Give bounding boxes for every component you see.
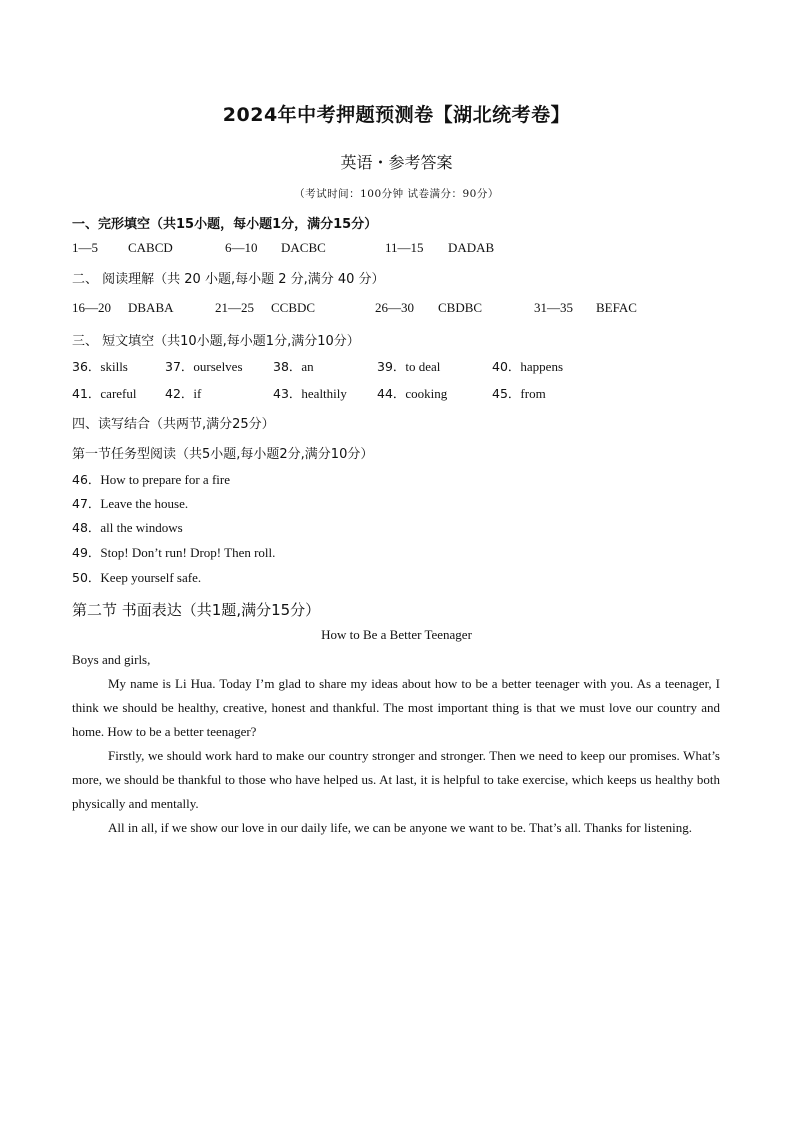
answer-value: How to prepare for a fire [100, 472, 230, 487]
fill-in-item [72, 384, 137, 402]
section-heading-reading-writing: 四、读写结合（共两节,满分25分） [72, 417, 275, 432]
answer-value: BEFAC [596, 300, 637, 315]
answer-range: 6—10 [225, 240, 258, 255]
answer-value: skills [100, 359, 128, 374]
question-number: 48． [72, 520, 101, 535]
answer-range: 31—35 [534, 300, 573, 315]
fill-in-item [72, 357, 128, 375]
question-number: 49． [72, 545, 101, 560]
answer-value: DACBC [281, 240, 326, 255]
task-answer-item [72, 470, 230, 488]
question-number: 50． [72, 570, 101, 585]
section-heading-cloze: 一、完形填空（共15小题，每小题1分，满分15分） [72, 217, 378, 232]
essay-paragraph: Firstly, we should work hard to make our country stronger and stronger. Then we need to keep our promises. What’s more, we should be thankful to those who have helped us. At last, it is helpful to take exercise, which keeps us healthy both physically and mentally. [72, 748, 720, 811]
fill-in-item [273, 384, 347, 402]
section-heading-reading: 二、 阅读理解（共 20 小题,每小题 2 分,满分 40 分） [72, 272, 385, 287]
answer-value: careful [100, 386, 137, 401]
answer-range: 1—5 [72, 240, 98, 255]
question-number: 37． [165, 359, 194, 374]
essay-paragraph: My name is Li Hua. Today I’m glad to share my ideas about how to be a better teenager with you. As a teenager, I think we should be healthy, creative, honest and thankful. The most important thing is that we must love our country and home. How to be a better teenager? [72, 676, 720, 739]
page-subtitle: 英语・参考答案 [340, 153, 453, 172]
subsection-heading-writing: 第二节 书面表达（共1题,满分15分） [72, 601, 321, 619]
answer-value: all the windows [100, 520, 183, 535]
question-number: 47． [72, 496, 101, 511]
fill-in-item [165, 384, 201, 402]
essay-paragraph: All in all, if we show our love in our daily life, we can be anyone we want to be. That’s all. Thanks for listening. [108, 820, 693, 835]
answer-value: Keep yourself safe. [100, 570, 202, 585]
essay-title: How to Be a Better Teenager [321, 627, 472, 642]
question-number: 43． [273, 386, 302, 401]
essay-greeting: Boys and girls, [72, 652, 151, 667]
fill-in-item [492, 357, 563, 375]
page-title: 2024年中考押题预测卷【湖北统考卷】 [222, 104, 571, 126]
answer-value: if [193, 386, 202, 401]
task-answer-item [72, 543, 275, 561]
question-number: 40． [492, 359, 521, 374]
answer-value: CCBDC [271, 300, 316, 315]
answer-value: healthily [301, 386, 347, 401]
question-number: 42． [165, 386, 194, 401]
question-number: 38． [273, 359, 302, 374]
answer-value: cooking [405, 386, 448, 401]
task-answer-item [72, 494, 188, 512]
fill-in-item [377, 384, 447, 402]
answer-value: DADAB [448, 240, 495, 255]
answer-value: Leave the house. [100, 496, 189, 511]
question-number: 41． [72, 386, 101, 401]
answer-range: 26—30 [375, 300, 414, 315]
answer-range: 11—15 [385, 240, 424, 255]
subsection-heading-task-reading: 第一节任务型阅读（共5小题,每小题2分,满分10分） [72, 447, 374, 462]
answer-value: Stop! Don’t run! Drop! Then roll. [100, 545, 276, 560]
fill-in-item [377, 357, 440, 375]
question-number: 44． [377, 386, 406, 401]
fill-in-item [165, 357, 243, 375]
answer-value: CABCD [128, 240, 173, 255]
question-number: 46． [72, 472, 101, 487]
question-number: 45． [492, 386, 521, 401]
task-answer-item [72, 568, 201, 586]
fill-in-item [273, 357, 314, 375]
answer-value: to deal [405, 359, 441, 374]
answer-value: CBDBC [438, 300, 483, 315]
answer-range: 21—25 [215, 300, 254, 315]
answer-value: ourselves [193, 359, 243, 374]
answer-value: happens [520, 359, 564, 374]
exam-info: （考试时间：100分钟 试卷满分：90分） [294, 188, 499, 200]
question-number: 36． [72, 359, 101, 374]
section-heading-fill-in: 三、 短文填空（共10小题,每小题1分,满分10分） [72, 334, 360, 349]
answer-range: 16—20 [72, 300, 111, 315]
answer-value: from [520, 386, 546, 401]
question-number: 39． [377, 359, 406, 374]
answer-value: DBABA [128, 300, 174, 315]
answer-value: an [301, 359, 314, 374]
task-answer-item [72, 518, 183, 536]
fill-in-item [492, 384, 546, 402]
